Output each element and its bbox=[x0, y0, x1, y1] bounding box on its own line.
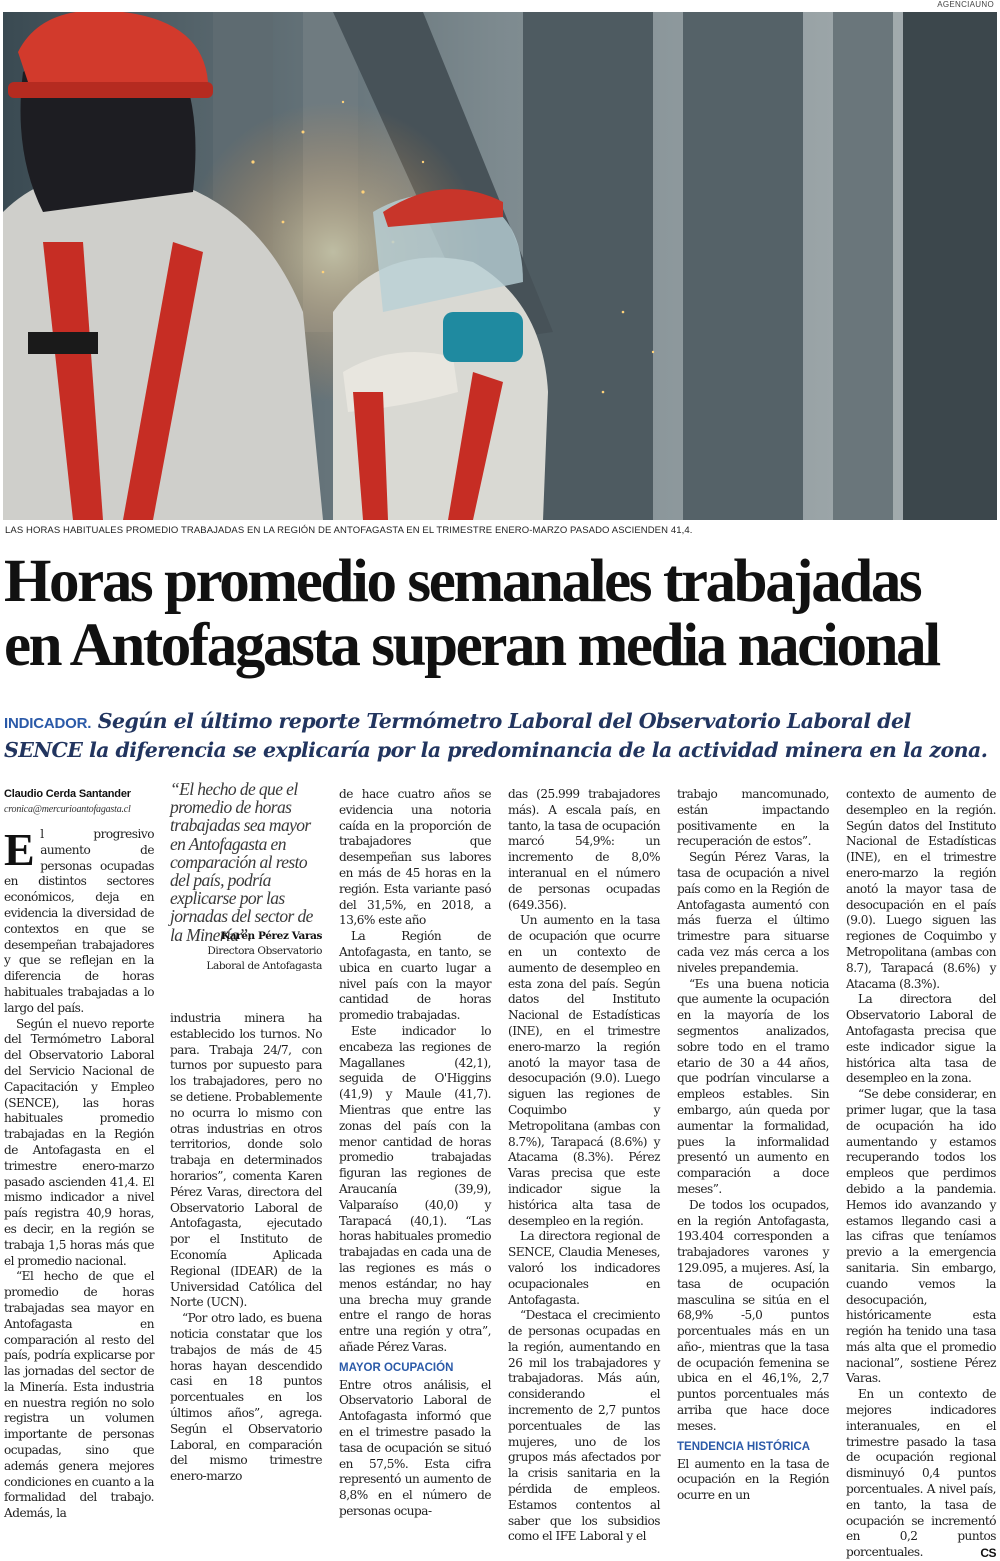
paragraph: Según Pérez Varas, la tasa de ocupación a nivel país como en la Región de Antofagasta aumentó con más fuerza el último trimestre para situarse cada vez más cerca a los niveles prepandemia. bbox=[677, 850, 829, 975]
paragraph: “El hecho de que el promedio de horas trabajadas sea mayor en Antofagasta en comparación al resto del país, podría explicarse por las jornadas del sector de la Minería. Esta industria en nuestra región no solo registra un volumen importante de personas ocupadas, sino que además genera mejores condiciones en cuanto a la formalidad del trabajo. Además, la bbox=[4, 1269, 154, 1521]
headline bbox=[4, 550, 999, 678]
column-3 bbox=[339, 787, 491, 1520]
paragraph: Este indicador lo encabeza las regiones de Magallanes (42,1), seguida de O'Higgins (41,9) y Maule (41,7). Mientras que entre las zonas del país con la menor cantidad de horas promedio trabajadas figuran las regiones de Araucanía (39,9), Valparaíso (40,0) y Tarapacá (40,1). “Las horas habituales promedio trabajadas en cada una de las regiones es más o menos estándar, no hay una brecha muy grande entre el rango de horas entre una región y otra”, añade Pérez Varas. bbox=[339, 1023, 491, 1354]
paragraph: contexto de aumento de desempleo en la región. Según datos del Instituto Nacional de Estadísticas (INE), en el trimestre enero-marzo la región anotó la mayor tasa de desocupación en el país (9.0). Luego siguen las regiones de Coquimbo y Metropolitana (ambas con 8.7), Tarapacá (8.6%) y Atacama (8.3%). bbox=[846, 787, 996, 991]
headline-line-1: Horas promedio semanales trabajadas bbox=[4, 548, 921, 615]
paragraph: das (25.999 trabajadores más). A escala país, en tanto, la tasa de ocupación marcó 54,9%: un incremento de 8,0% interanual en el número de personas ocupadas (649.356). bbox=[508, 787, 660, 912]
end-mark: CS bbox=[980, 1546, 996, 1561]
subhead-tendencia-historica: TENDENCIA HISTÓRICA bbox=[677, 1440, 811, 1453]
paragraph: industria minera ha establecido los turnos. No para. Trabaja 24/7, con turnos por supuesto para los trabajadores, pero no se detiene. Probablemente no ocurra lo mismo con otras industrias en otros territorios, donde solo trabaja en determinados horarios”, comenta Karen Pérez Varas, directora del Observatorio Laboral de Antofagasta, ejecutado por el Instituto de Economía Aplicada Regional (IDEAR) de la Universidad Católica del Norte (UCN). bbox=[170, 1011, 322, 1310]
photo-credit: AGENCIAUNO bbox=[937, 0, 994, 9]
pull-quote-attribution bbox=[170, 929, 322, 974]
dropcap: E bbox=[4, 824, 35, 875]
subhead-mayor-ocupacion: MAYOR OCUPACIÓN bbox=[339, 1361, 454, 1374]
byline-email[interactable]: cronica@mercurioantofagasta.cl bbox=[4, 804, 131, 815]
deck-kicker: INDICADOR. bbox=[4, 715, 92, 732]
paragraph: El aumento en la tasa de ocupación en la Región ocurre en un bbox=[677, 1456, 829, 1503]
paragraph: La directora regional de SENCE, Claudia Meneses, valoró los indicadores ocupacionales en Antofagasta. bbox=[508, 1229, 660, 1307]
paragraph: Un aumento en la tasa de ocupación que ocurre en un contexto de aumento de desempleo en esta zona del país. Según datos del Instituto Nacional de Estadísticas (INE), en el trimestre enero-marzo la región anotó la mayor tasa de desocupación (9.0). Luego siguen las regiones de Coquimbo y Metropolitana (ambas con 8.7%), Tarapacá (8.6%) y Atacama (8.3%). Pérez Varas precisa que este indicador sigue la histórica alta tasa de desempleo en la región. bbox=[508, 913, 660, 1228]
column-1 bbox=[4, 787, 154, 1522]
byline-author: Claudio Cerda Santander bbox=[4, 788, 131, 800]
paragraph: La Región de Antofagasta, en tanto, se ubica en cuarto lugar a nivel país con la mayor cantidad de horas promedio trabajadas. bbox=[339, 929, 491, 1023]
pull-quote-role: Directora Observatorio Laboral de Antofagasta bbox=[206, 945, 322, 972]
paragraph: de hace cuatro años se evidencia una notoria caída en la proporción de trabajadores que desempeñan sus labores en más de 45 horas en la región. Esta variante pasó del 31,5%, en 2018, a 13,6% este año bbox=[339, 787, 491, 928]
pull-quote: “El hecho de que el promedio de horas trabajadas sea mayor en Antofagasta en comparación al resto del país, podría explicarse por las jornadas del sector de la Minería”. bbox=[170, 779, 313, 945]
paragraph: De todos los ocupados, en la región Antofagasta, 193.404 corresponden a trabajadores varones y 129.095, a mujeres. Así, la tasa de ocupación masculina se sitúa en el 68,9% -5,0 puntos porcentuales más en un año-, mientras que la tasa de ocupación femenina se ubica en el 46,1%, 2,7 puntos porcentuales más arriba que hace doce meses. bbox=[677, 1197, 829, 1433]
column-4 bbox=[508, 787, 660, 1545]
deck bbox=[4, 708, 994, 763]
paragraph: “Es una buena noticia que aumente la ocupación en la mayoría de los segmentos analizados, sobre todo en el tramo etario de 30 a 44 años, que podrían vincularse a empleos estables. Sin embargo, aún queda por aumentar la formalidad, pues la informalidad presentó un aumento en comparación a doce meses”. bbox=[677, 976, 829, 1196]
paragraph: “Se debe considerar, en primer lugar, que la tasa de ocupación ha ido aumentando y estamos recuperando todos los empleos que perdimos debido a la pandemia. Hemos ido avanzando y estamos llegando casi a las cifras que teníamos previo a la emergencia sanitaria. Sin embargo, cuando vemos la desocupación, históricamente esta región ha tenido una tasa más alta que el promedio nacional”, sostiene Pérez Varas. bbox=[846, 1087, 996, 1386]
paragraph: La directora del Observatorio Laboral de Antofagasta precisa que este indicador sigue la histórica alta tasa de desempleo en la zona. bbox=[846, 992, 996, 1086]
paragraph: El progresivo aumento de personas ocupadas en distintos sectores económicos, deja en evidencia la diversidad de contextos en que se desempeñan trabajadores y que se reflejan en la diferencia de horas habituales trabajadas a lo largo del país. bbox=[4, 824, 154, 1015]
column-5 bbox=[677, 787, 829, 1504]
paragraph: trabajo mancomunado, están impactando positivamente en la recuperación de estos”. bbox=[677, 787, 829, 849]
welders-illustration bbox=[3, 12, 997, 520]
paragraph: Entre otros análisis, el Observatorio Laboral de Antofagasta informó que en el trimestre pasado la tasa de ocupación se situó en 57,5%. Esta cifra representó un aumento de 8,8% en el número de personas ocupa- bbox=[339, 1377, 491, 1519]
column-2 bbox=[170, 1011, 322, 1485]
column-6 bbox=[846, 787, 996, 1561]
paragraph: Según el nuevo reporte del Termómetro Laboral del Observatorio Laboral del Servicio Nacional de Capacitación y Empleo (SENCE), las horas habituales promedio trabajadas en la Región de Antofagasta en el trimestre enero-marzo pasado ascienden 41,4. El mismo indicador a nivel país registra 40,9 horas, es decir, en la región se trabaja 1,5 horas más que el promedio nacional. bbox=[4, 1016, 154, 1268]
paragraph: “Destaca el crecimiento de personas ocupadas en la región, aumentando en 26 mil los trabajadores y trabajadoras. Más aún, considerando el incremento de 2,7 puntos porcentuales de las mujeres, uno de los grupos más afectados por la crisis sanitaria en la pérdida de empleos. Estamos contentos al saber que los subsidios como el IFE Laboral y el bbox=[508, 1308, 660, 1544]
main-photo bbox=[3, 12, 997, 520]
paragraph: En un contexto de mejores indicadores interanuales, en el trimestre pasado la tasa de ocupación regional disminuyó 0,4 puntos porcentuales. A nivel país, en tanto, la tasa de ocupación se incrementó en 0,2 puntos porcentuales. CS bbox=[846, 1387, 996, 1561]
paragraph: “Por otro lado, es buena noticia constatar que los trabajos de más de 45 horas hayan descendido casi en 18 puntos porcentuales en los últimos años”, agrega. Según el Observatorio Laboral, en comparación del mismo trimestre enero-marzo bbox=[170, 1311, 322, 1484]
photo-caption: LAS HORAS HABITUALES PROMEDIO TRABAJADAS EN LA REGIÓN DE ANTOFAGASTA EN EL TRIMESTRE ENERO-MARZO PASADO ASCIENDEN 41,4. bbox=[5, 525, 693, 536]
pull-quote-author: Karen Pérez Varas bbox=[221, 930, 322, 942]
headline-line-2: en Antofagasta superan media nacional bbox=[4, 612, 939, 679]
deck-text: Según el último reporte Termómetro Laboral del Observatorio Laboral del SENCE la diferencia se explicaría por la predominancia de la actividad minera en la zona. bbox=[4, 709, 988, 762]
